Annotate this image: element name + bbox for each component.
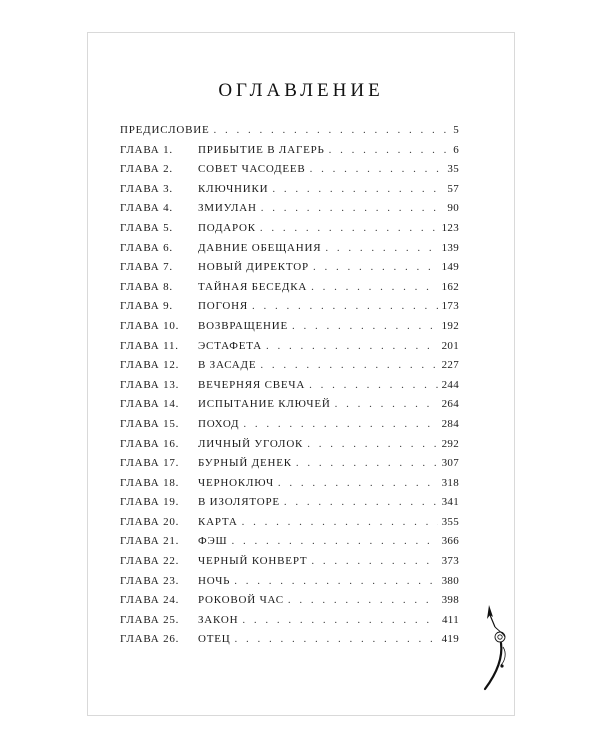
toc-chapter-title: ПРИБЫТИЕ В ЛАГЕРЬ [198, 143, 325, 156]
toc-entry[interactable] [120, 555, 459, 575]
toc-entry[interactable] [120, 300, 459, 320]
toc-page-number: 355 [441, 515, 459, 528]
toc-chapter-title: РОКОВОЙ ЧАС [198, 594, 284, 607]
toc-chapter-number: ГЛАВА 7. [120, 261, 173, 274]
toc-chapter-title: НОЧЬ [198, 574, 231, 587]
toc-chapter-title: ЧЕРНОКЛЮЧ [198, 476, 274, 489]
toc-chapter-number: ГЛАВА 23. [120, 574, 180, 587]
toc-leader-dots [311, 281, 437, 293]
toc-chapter-number: ГЛАВА 4. [120, 202, 173, 215]
toc-entry[interactable] [120, 183, 459, 203]
toc-chapter-number: ГЛАВА 25. [120, 613, 180, 626]
toc-chapter-number: ГЛАВА 20. [120, 515, 180, 528]
toc-chapter-title: ЛИЧНЫЙ УГОЛОК [198, 437, 304, 450]
toc-chapter-title: НОВЫЙ ДИРЕКТОР [198, 261, 309, 274]
toc-entry[interactable] [120, 457, 459, 477]
toc-entry[interactable] [120, 496, 459, 516]
toc-leader-dots [329, 144, 450, 156]
toc-page-number: 5 [453, 124, 459, 136]
toc-chapter-title: ИСПЫТАНИЕ КЛЮЧЕЙ [198, 398, 331, 411]
toc-page-number: 35 [447, 163, 459, 176]
toc-page-number: 227 [441, 359, 459, 372]
toc-entry[interactable] [120, 575, 459, 595]
toc-chapter-number: ГЛАВА 10. [120, 319, 180, 332]
toc-leader-dots [242, 614, 438, 626]
toc-page-number: 201 [441, 339, 459, 352]
toc-chapter-number: ГЛАВА 14. [120, 398, 180, 411]
toc-page-number: 162 [441, 280, 459, 293]
toc-entry[interactable] [120, 163, 459, 183]
toc-chapter-number: ГЛАВА 16. [120, 437, 180, 450]
toc-chapter-number: ГЛАВА 12. [120, 359, 180, 372]
toc-page-number: 411 [442, 613, 459, 626]
toc-chapter-title: ВЕЧЕРНЯЯ СВЕЧА [198, 378, 306, 391]
toc-chapter-title: КАРТА [198, 515, 238, 528]
toc-chapter-number: ГЛАВА 3. [120, 182, 173, 195]
toc-entry[interactable] [120, 516, 459, 536]
toc-chapter-number: ГЛАВА 1. [120, 143, 173, 156]
toc-chapter-number: ГЛАВА 26. [120, 633, 180, 646]
toc-leader-dots [214, 124, 450, 136]
toc-leader-dots [266, 340, 438, 352]
toc-page-number: 139 [441, 241, 459, 254]
toc-page-number: 244 [441, 378, 459, 391]
toc-chapter-title: ПРЕДИСЛОВИЕ [120, 124, 210, 136]
toc-page-number: 318 [441, 476, 459, 489]
toc-entry[interactable] [120, 379, 459, 399]
toc-chapter-number: ГЛАВА 11. [120, 339, 179, 352]
toc-leader-dots [311, 555, 437, 567]
toc-leader-dots [309, 379, 437, 391]
toc-leader-dots [272, 183, 443, 195]
toc-chapter-number: ГЛАВА 21. [120, 535, 180, 548]
clock-hand-icon [481, 603, 511, 691]
toc-chapter-number: ГЛАВА 17. [120, 457, 180, 470]
toc-leader-dots [260, 359, 437, 371]
toc-chapter-title: КЛЮЧНИКИ [198, 182, 269, 195]
toc-page-number: 123 [441, 221, 459, 234]
toc-entry[interactable] [120, 281, 459, 301]
toc-leader-dots [292, 320, 438, 332]
toc-chapter-title: В ЗАСАДЕ [198, 359, 257, 372]
page-title: ОГЛАВЛЕНИЕ [218, 80, 384, 101]
toc-page-number: 380 [441, 574, 459, 587]
toc-page-number: 341 [441, 496, 459, 509]
toc-leader-dots [307, 438, 437, 450]
toc-entry[interactable] [120, 340, 459, 360]
toc-chapter-title: ТАЙНАЯ БЕСЕДКА [198, 280, 308, 293]
toc-page-number: 292 [441, 437, 459, 450]
toc-leader-dots [243, 418, 437, 430]
toc-chapter-number: ГЛАВА 5. [120, 221, 173, 234]
toc-entry[interactable] [120, 398, 459, 418]
toc-entry[interactable] [120, 418, 459, 438]
toc-page-number: 149 [441, 261, 459, 274]
toc-page-number: 6 [453, 143, 459, 156]
toc-entry[interactable] [120, 242, 459, 262]
toc-entry[interactable] [120, 144, 459, 164]
toc-entry[interactable] [120, 614, 459, 634]
toc-leader-dots [310, 163, 444, 175]
toc-chapter-title: ЗМИУЛАН [198, 202, 257, 215]
toc-chapter-title: ПОДАРОК [198, 221, 256, 234]
toc-leader-dots [284, 496, 438, 508]
toc-chapter-title: ОТЕЦ [198, 633, 231, 646]
toc-page-number: 373 [441, 555, 459, 568]
toc-chapter-title: ЗАКОН [198, 613, 239, 626]
toc-entry[interactable] [120, 261, 459, 281]
toc-chapter-number: ГЛАВА 8. [120, 280, 173, 293]
toc-entry[interactable] [120, 222, 459, 242]
toc-chapter-title: ФЭШ [198, 535, 228, 548]
toc-entry[interactable] [120, 359, 459, 379]
toc-chapter-number: ГЛАВА 24. [120, 594, 180, 607]
toc-chapter-number: ГЛАВА 9. [120, 300, 173, 313]
toc-entry[interactable] [120, 202, 459, 222]
toc-page-number: 419 [441, 633, 459, 646]
toc-chapter-number: ГЛАВА 18. [120, 476, 180, 489]
toc-chapter-number: ГЛАВА 22. [120, 555, 180, 568]
table-of-contents [120, 124, 459, 653]
toc-entry[interactable] [120, 438, 459, 458]
toc-leader-dots [313, 261, 438, 273]
toc-page-number: 90 [447, 202, 459, 215]
toc-chapter-number: ГЛАВА 6. [120, 241, 173, 254]
toc-chapter-title: ПОХОД [198, 417, 240, 430]
toc-leader-dots [252, 300, 438, 312]
toc-page-number: 307 [441, 457, 459, 470]
toc-chapter-title: ВОЗВРАЩЕНИЕ [198, 319, 289, 332]
toc-chapter-title: ЧЕРНЫЙ КОНВЕРТ [198, 555, 308, 568]
toc-chapter-title: СОВЕТ ЧАСОДЕЕВ [198, 163, 306, 176]
toc-leader-dots [235, 633, 438, 645]
toc-chapter-title: В ИЗОЛЯТОРЕ [198, 496, 280, 509]
toc-page-number: 173 [441, 300, 459, 313]
toc-chapter-title: БУРНЫЙ ДЕНЕК [198, 457, 292, 470]
toc-page-number: 264 [441, 398, 459, 411]
toc-chapter-title: ЭСТАФЕТА [198, 339, 262, 352]
toc-entry[interactable] [120, 124, 459, 144]
toc-chapter-number: ГЛАВА 13. [120, 378, 180, 391]
toc-chapter-number: ГЛАВА 15. [120, 417, 180, 430]
toc-page-number: 366 [441, 535, 459, 548]
toc-leader-dots [231, 535, 437, 547]
toc-chapter-title: ДАВНИЕ ОБЕЩАНИЯ [198, 241, 322, 254]
toc-leader-dots [242, 516, 438, 528]
toc-entry[interactable] [120, 535, 459, 555]
toc-leader-dots [278, 477, 438, 489]
toc-page-number: 57 [447, 182, 459, 195]
toc-chapter-number: ГЛАВА 2. [120, 163, 173, 176]
toc-leader-dots [260, 222, 438, 234]
toc-leader-dots [261, 202, 444, 214]
toc-leader-dots [325, 242, 437, 254]
toc-page-number: 284 [441, 417, 459, 430]
toc-entry[interactable] [120, 633, 459, 653]
toc-chapter-title: ПОГОНЯ [198, 300, 248, 313]
toc-page-number: 398 [441, 594, 459, 607]
toc-leader-dots [288, 594, 438, 606]
book-page [87, 32, 515, 716]
toc-entry[interactable] [120, 320, 459, 340]
toc-entry[interactable] [120, 594, 459, 614]
toc-leader-dots [296, 457, 438, 469]
toc-leader-dots [234, 575, 437, 587]
toc-leader-dots [335, 398, 438, 410]
toc-chapter-number: ГЛАВА 19. [120, 496, 180, 509]
toc-entry[interactable] [120, 477, 459, 497]
toc-page-number: 192 [441, 319, 459, 332]
